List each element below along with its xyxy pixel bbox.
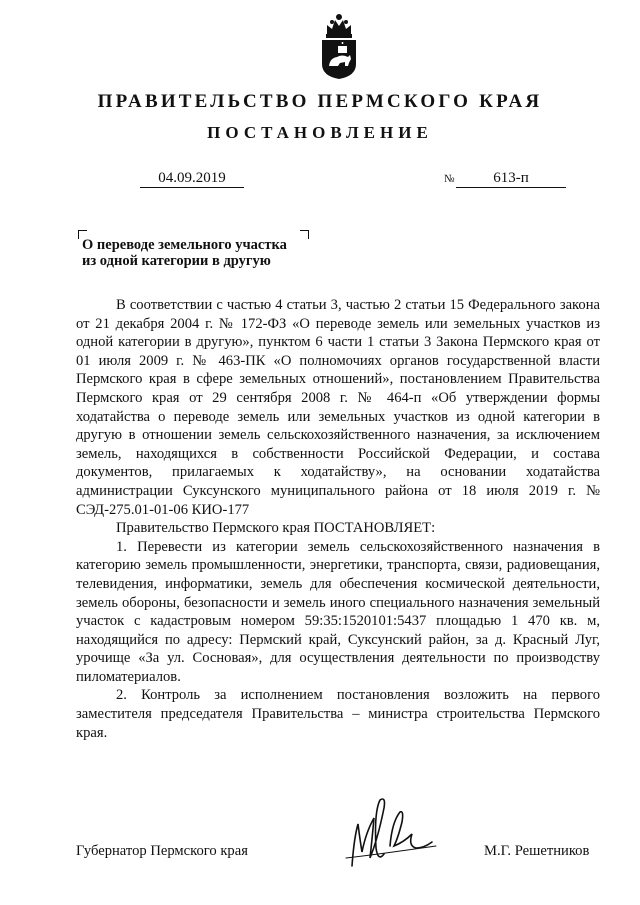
- signatory-position: Губернатор Пермского края: [76, 843, 248, 859]
- subject-line-1: О переводе земельного участка: [82, 237, 287, 253]
- body-paragraph-item-2: 2. Контроль за исполнением постановления возложить на первого заместителя председателя Правительства – министра строительства Пермского края.: [76, 687, 600, 741]
- body-paragraph-resolves: Правительство Пермского края ПОСТАНОВЛЯЕТ:: [116, 520, 436, 537]
- handwritten-signature-icon: [340, 788, 440, 873]
- body-paragraph-item-1: 1. Перевести из категории земель сельскохозяйственного назначения в категорию земель промышленности, энергетики, транспорта, связи, радиовещания, телевидения, информатики, земель для обеспечения космической деятельности, земель обороны, безопасности и земель иного специального назначения земельный участок с кадастровым номером 59:35:1520101:5437 площадью 1 470 кв. м, находящийся по адресу: Пермский край, Суксунский район, за д. Красный Луг, урочище «За ул. Сосновая», для осуществления деятельности по производству пиломатериалов.: [76, 538, 600, 685]
- number-sign: №: [444, 173, 455, 185]
- document-body: [76, 296, 600, 742]
- document-date: 04.09.2019: [140, 170, 244, 188]
- document-subject: [82, 237, 322, 269]
- document-number: 613-п: [456, 170, 566, 188]
- coat-of-arms-icon: [318, 12, 360, 80]
- signatory-name: М.Г. Решетников: [484, 843, 590, 859]
- subject-line-2: из одной категории в другую: [82, 253, 271, 269]
- document-type: ПОСТАНОВЛЕНИЕ: [207, 123, 433, 142]
- government-title: ПРАВИТЕЛЬСТВО ПЕРМСКОГО КРАЯ: [97, 91, 543, 112]
- body-paragraph-preamble: В соответствии с частью 4 статьи 3, частью 2 статьи 15 Федерального закона от 21 декабря 2004 г. № 172-ФЗ «О переводе земель или земельных участков из одной категории в другую», пунктом 6 части 1 статьи 3 Закона Пермского края от 01 июля 2009 г. № 463-ПК «О полномочиях органов государственной власти Пермского края в сфере земельных отношений», постановлением Правительства Пермского края от 29 сентября 2008 г. № 464-п «Об утверждении формы ходатайства о переводе земель или земельных участков из одной категории в другую в отношении земель сельскохозяйственного назначения, за исключением земель, находящихся в собственности Российской Федерации, и состава документов, прилагаемых к ходатайству», на основании ходатайства администрации Суксунского муниципального района от 18 июля 2019 г. № СЭД-275.01-01-06 КИО-177: [76, 297, 600, 518]
